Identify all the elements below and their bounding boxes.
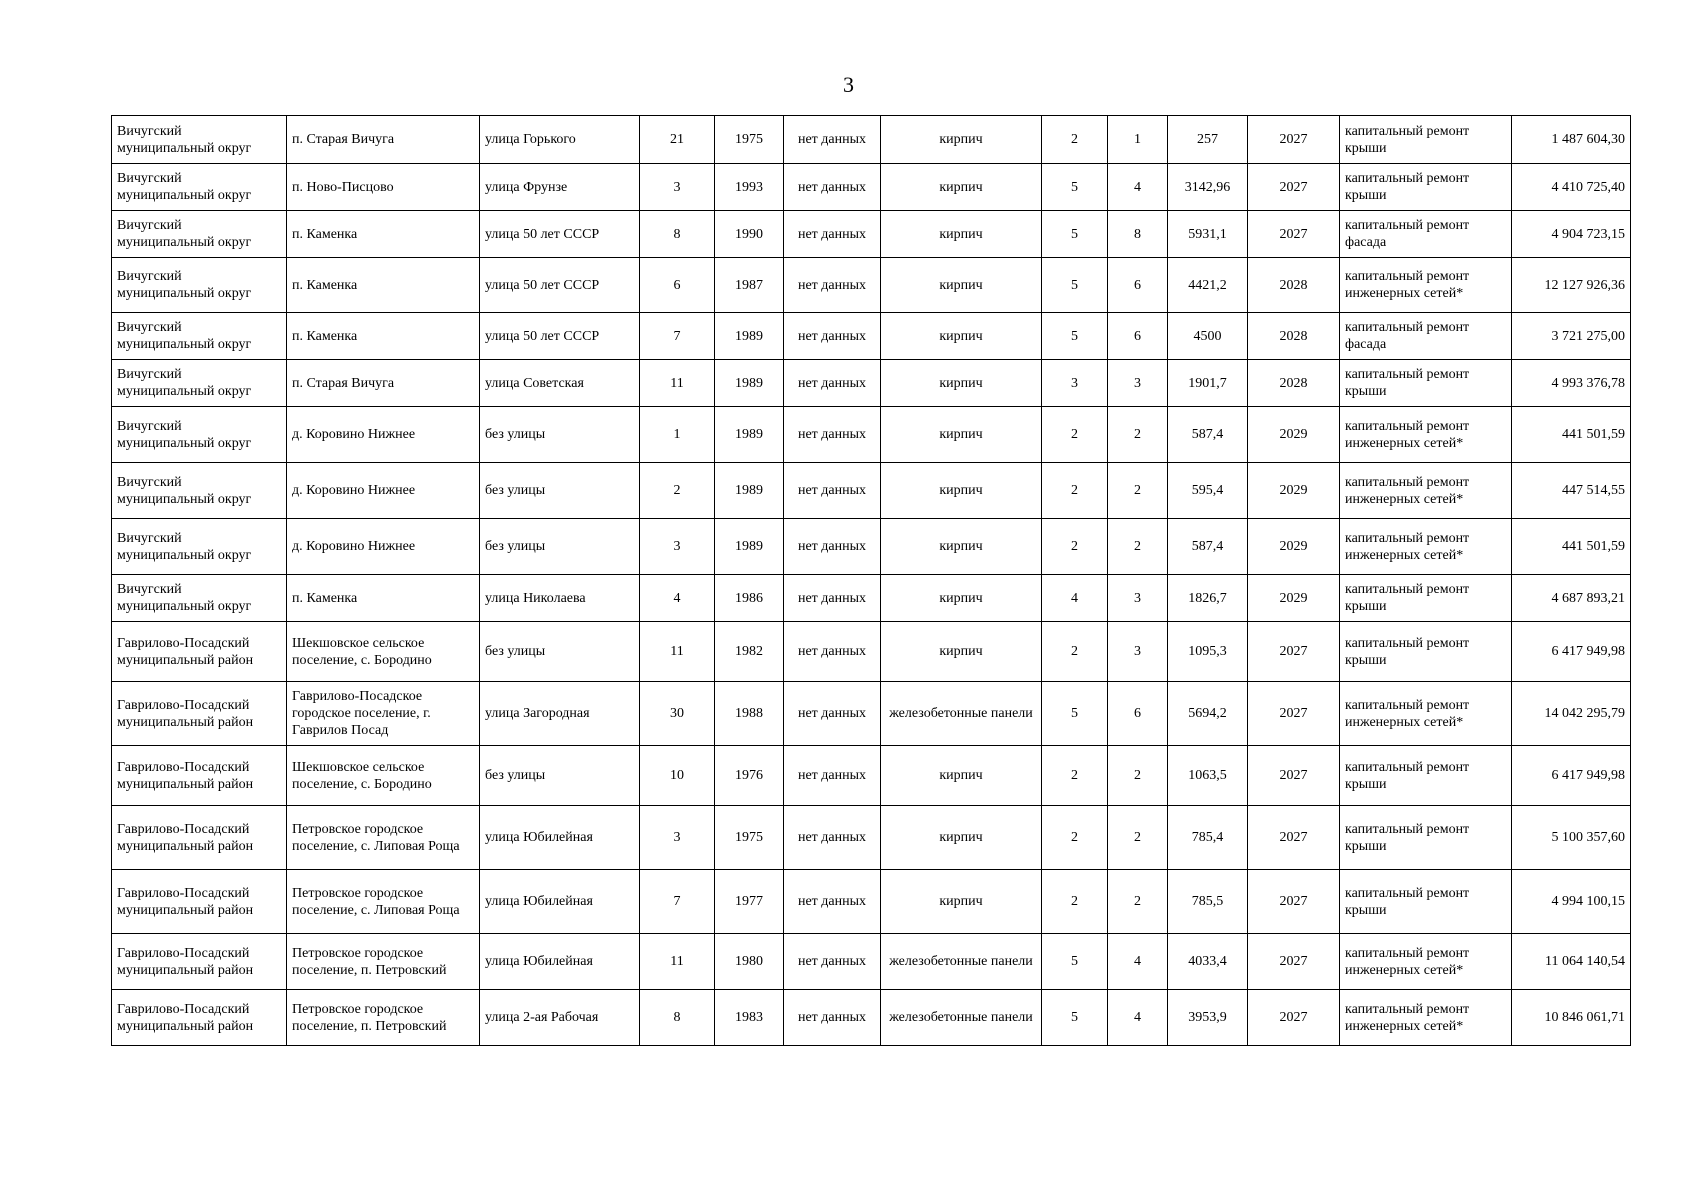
municipality-cell: Гаврилово-Посадский муниципальный район — [112, 806, 287, 870]
year-built-cell: 1989 — [715, 463, 784, 519]
floors-cell: 2 — [1042, 622, 1108, 682]
street-cell: улица 50 лет СССР — [480, 258, 640, 313]
wall-material-cell: кирпич — [881, 806, 1042, 870]
table-row — [112, 682, 1631, 746]
municipality-cell: Вичугский муниципальный округ — [112, 575, 287, 622]
floors-cell: 2 — [1042, 519, 1108, 575]
area-cell: 4500 — [1168, 313, 1248, 360]
municipality-cell: Вичугский муниципальный округ — [112, 407, 287, 463]
area-cell: 5694,2 — [1168, 682, 1248, 746]
entrances-cell: 3 — [1108, 360, 1168, 407]
settlement-cell: Шекшовское сельское поселение, с. Бородино — [287, 622, 480, 682]
work-type-cell: капитальный ремонт инженерных сетей* — [1340, 258, 1512, 313]
year-planned-cell: 2027 — [1248, 746, 1340, 806]
table-row — [112, 519, 1631, 575]
settlement-cell: Петровское городское поселение, с. Липовая Роща — [287, 806, 480, 870]
house-number-cell: 8 — [640, 990, 715, 1046]
floors-cell: 5 — [1042, 313, 1108, 360]
year-renovated-cell: нет данных — [784, 746, 881, 806]
wall-material-cell: кирпич — [881, 870, 1042, 934]
year-planned-cell: 2029 — [1248, 407, 1340, 463]
year-built-cell: 1988 — [715, 682, 784, 746]
year-built-cell: 1989 — [715, 519, 784, 575]
year-renovated-cell: нет данных — [784, 990, 881, 1046]
street-cell: без улицы — [480, 622, 640, 682]
entrances-cell: 3 — [1108, 622, 1168, 682]
area-cell: 587,4 — [1168, 407, 1248, 463]
street-cell: без улицы — [480, 746, 640, 806]
area-cell: 1826,7 — [1168, 575, 1248, 622]
settlement-cell: д. Коровино Нижнее — [287, 519, 480, 575]
work-type-cell: капитальный ремонт крыши — [1340, 360, 1512, 407]
year-planned-cell: 2027 — [1248, 622, 1340, 682]
street-cell: улица Советская — [480, 360, 640, 407]
floors-cell: 2 — [1042, 407, 1108, 463]
area-cell: 1063,5 — [1168, 746, 1248, 806]
municipality-cell: Гаврилово-Посадский муниципальный район — [112, 990, 287, 1046]
year-planned-cell: 2028 — [1248, 313, 1340, 360]
year-built-cell: 1990 — [715, 211, 784, 258]
work-type-cell: капитальный ремонт крыши — [1340, 870, 1512, 934]
floors-cell: 5 — [1042, 211, 1108, 258]
cost-cell: 4 993 376,78 — [1512, 360, 1631, 407]
wall-material-cell: кирпич — [881, 116, 1042, 164]
work-type-cell: капитальный ремонт крыши — [1340, 746, 1512, 806]
municipality-cell: Гаврилово-Посадский муниципальный район — [112, 746, 287, 806]
year-renovated-cell: нет данных — [784, 682, 881, 746]
table-row — [112, 313, 1631, 360]
cost-cell: 1 487 604,30 — [1512, 116, 1631, 164]
house-number-cell: 11 — [640, 934, 715, 990]
entrances-cell: 2 — [1108, 806, 1168, 870]
year-built-cell: 1989 — [715, 407, 784, 463]
area-cell: 595,4 — [1168, 463, 1248, 519]
wall-material-cell: кирпич — [881, 313, 1042, 360]
entrances-cell: 1 — [1108, 116, 1168, 164]
cost-cell: 6 417 949,98 — [1512, 622, 1631, 682]
cost-cell: 10 846 061,71 — [1512, 990, 1631, 1046]
wall-material-cell: кирпич — [881, 258, 1042, 313]
entrances-cell: 3 — [1108, 575, 1168, 622]
house-number-cell: 6 — [640, 258, 715, 313]
wall-material-cell: кирпич — [881, 622, 1042, 682]
work-type-cell: капитальный ремонт крыши — [1340, 575, 1512, 622]
street-cell: улица Юбилейная — [480, 806, 640, 870]
municipality-cell: Вичугский муниципальный округ — [112, 313, 287, 360]
house-number-cell: 7 — [640, 313, 715, 360]
year-renovated-cell: нет данных — [784, 407, 881, 463]
floors-cell: 5 — [1042, 990, 1108, 1046]
cost-cell: 14 042 295,79 — [1512, 682, 1631, 746]
table-row — [112, 870, 1631, 934]
work-type-cell: капитальный ремонт инженерных сетей* — [1340, 682, 1512, 746]
cost-cell: 6 417 949,98 — [1512, 746, 1631, 806]
house-number-cell: 10 — [640, 746, 715, 806]
year-planned-cell: 2027 — [1248, 682, 1340, 746]
house-number-cell: 3 — [640, 519, 715, 575]
floors-cell: 5 — [1042, 682, 1108, 746]
table-body — [112, 116, 1631, 1046]
year-planned-cell: 2027 — [1248, 806, 1340, 870]
house-number-cell: 7 — [640, 870, 715, 934]
wall-material-cell: кирпич — [881, 407, 1042, 463]
settlement-cell: п. Старая Вичуга — [287, 360, 480, 407]
settlement-cell: Петровское городское поселение, п. Петровский — [287, 934, 480, 990]
house-number-cell: 1 — [640, 407, 715, 463]
municipality-cell: Вичугский муниципальный округ — [112, 360, 287, 407]
street-cell: улица Горького — [480, 116, 640, 164]
year-planned-cell: 2029 — [1248, 575, 1340, 622]
year-built-cell: 1987 — [715, 258, 784, 313]
work-type-cell: капитальный ремонт крыши — [1340, 622, 1512, 682]
entrances-cell: 2 — [1108, 870, 1168, 934]
table-row — [112, 360, 1631, 407]
area-cell: 3953,9 — [1168, 990, 1248, 1046]
year-built-cell: 1989 — [715, 360, 784, 407]
year-renovated-cell: нет данных — [784, 313, 881, 360]
work-type-cell: капитальный ремонт инженерных сетей* — [1340, 934, 1512, 990]
year-planned-cell: 2027 — [1248, 211, 1340, 258]
area-cell: 587,4 — [1168, 519, 1248, 575]
house-number-cell: 11 — [640, 360, 715, 407]
cost-cell: 12 127 926,36 — [1512, 258, 1631, 313]
wall-material-cell: железобетонные панели — [881, 682, 1042, 746]
year-renovated-cell: нет данных — [784, 519, 881, 575]
work-type-cell: капитальный ремонт инженерных сетей* — [1340, 407, 1512, 463]
year-renovated-cell: нет данных — [784, 211, 881, 258]
municipality-cell: Вичугский муниципальный округ — [112, 258, 287, 313]
wall-material-cell: кирпич — [881, 519, 1042, 575]
table-row — [112, 211, 1631, 258]
year-built-cell: 1975 — [715, 806, 784, 870]
settlement-cell: п. Каменка — [287, 575, 480, 622]
year-renovated-cell: нет данных — [784, 463, 881, 519]
entrances-cell: 2 — [1108, 463, 1168, 519]
year-renovated-cell: нет данных — [784, 575, 881, 622]
settlement-cell: д. Коровино Нижнее — [287, 463, 480, 519]
work-type-cell: капитальный ремонт фасада — [1340, 313, 1512, 360]
wall-material-cell: кирпич — [881, 360, 1042, 407]
municipality-cell: Вичугский муниципальный округ — [112, 164, 287, 211]
area-cell: 3142,96 — [1168, 164, 1248, 211]
settlement-cell: д. Коровино Нижнее — [287, 407, 480, 463]
entrances-cell: 2 — [1108, 519, 1168, 575]
area-cell: 4421,2 — [1168, 258, 1248, 313]
wall-material-cell: кирпич — [881, 463, 1042, 519]
municipality-cell: Вичугский муниципальный округ — [112, 116, 287, 164]
street-cell: без улицы — [480, 463, 640, 519]
street-cell: улица Николаева — [480, 575, 640, 622]
floors-cell: 2 — [1042, 870, 1108, 934]
table-row — [112, 164, 1631, 211]
cost-cell: 3 721 275,00 — [1512, 313, 1631, 360]
table-row — [112, 407, 1631, 463]
wall-material-cell: железобетонные панели — [881, 934, 1042, 990]
entrances-cell: 2 — [1108, 407, 1168, 463]
table-row — [112, 990, 1631, 1046]
municipality-cell: Гаврилово-Посадский муниципальный район — [112, 934, 287, 990]
year-planned-cell: 2027 — [1248, 934, 1340, 990]
area-cell: 4033,4 — [1168, 934, 1248, 990]
year-renovated-cell: нет данных — [784, 164, 881, 211]
municipality-cell: Вичугский муниципальный округ — [112, 519, 287, 575]
floors-cell: 5 — [1042, 258, 1108, 313]
entrances-cell: 4 — [1108, 990, 1168, 1046]
municipality-cell: Вичугский муниципальный округ — [112, 211, 287, 258]
wall-material-cell: кирпич — [881, 575, 1042, 622]
area-cell: 785,5 — [1168, 870, 1248, 934]
year-built-cell: 1993 — [715, 164, 784, 211]
house-number-cell: 30 — [640, 682, 715, 746]
house-number-cell: 8 — [640, 211, 715, 258]
floors-cell: 3 — [1042, 360, 1108, 407]
year-planned-cell: 2028 — [1248, 258, 1340, 313]
year-renovated-cell: нет данных — [784, 360, 881, 407]
street-cell: улица 50 лет СССР — [480, 211, 640, 258]
year-built-cell: 1986 — [715, 575, 784, 622]
year-built-cell: 1982 — [715, 622, 784, 682]
year-renovated-cell: нет данных — [784, 870, 881, 934]
area-cell: 257 — [1168, 116, 1248, 164]
settlement-cell: п. Старая Вичуга — [287, 116, 480, 164]
cost-cell: 4 687 893,21 — [1512, 575, 1631, 622]
floors-cell: 5 — [1042, 164, 1108, 211]
table-row — [112, 575, 1631, 622]
street-cell: улица 50 лет СССР — [480, 313, 640, 360]
house-number-cell: 4 — [640, 575, 715, 622]
municipality-cell: Гаврилово-Посадский муниципальный район — [112, 870, 287, 934]
cost-cell: 4 904 723,15 — [1512, 211, 1631, 258]
work-type-cell: капитальный ремонт крыши — [1340, 806, 1512, 870]
street-cell: улица Юбилейная — [480, 934, 640, 990]
settlement-cell: п. Каменка — [287, 258, 480, 313]
year-planned-cell: 2028 — [1248, 360, 1340, 407]
entrances-cell: 6 — [1108, 682, 1168, 746]
year-built-cell: 1976 — [715, 746, 784, 806]
year-built-cell: 1975 — [715, 116, 784, 164]
house-number-cell: 3 — [640, 806, 715, 870]
cost-cell: 4 410 725,40 — [1512, 164, 1631, 211]
settlement-cell: п. Ново-Писцово — [287, 164, 480, 211]
cost-cell: 5 100 357,60 — [1512, 806, 1631, 870]
street-cell: улица Фрунзе — [480, 164, 640, 211]
work-type-cell: капитальный ремонт крыши — [1340, 164, 1512, 211]
table-row — [112, 622, 1631, 682]
work-type-cell: капитальный ремонт фасада — [1340, 211, 1512, 258]
year-renovated-cell: нет данных — [784, 116, 881, 164]
year-built-cell: 1977 — [715, 870, 784, 934]
year-planned-cell: 2027 — [1248, 116, 1340, 164]
table-row — [112, 258, 1631, 313]
settlement-cell: Шекшовское сельское поселение, с. Бородино — [287, 746, 480, 806]
floors-cell: 2 — [1042, 746, 1108, 806]
area-cell: 1901,7 — [1168, 360, 1248, 407]
floors-cell: 2 — [1042, 463, 1108, 519]
page-number: 3 — [843, 72, 854, 97]
street-cell: улица Загородная — [480, 682, 640, 746]
year-built-cell: 1989 — [715, 313, 784, 360]
year-planned-cell: 2027 — [1248, 990, 1340, 1046]
work-type-cell: капитальный ремонт инженерных сетей* — [1340, 990, 1512, 1046]
settlement-cell: Петровское городское поселение, п. Петровский — [287, 990, 480, 1046]
house-number-cell: 2 — [640, 463, 715, 519]
area-cell: 5931,1 — [1168, 211, 1248, 258]
housing-registry-table — [111, 115, 1631, 1046]
work-type-cell: капитальный ремонт инженерных сетей* — [1340, 519, 1512, 575]
municipality-cell: Гаврилово-Посадский муниципальный район — [112, 682, 287, 746]
entrances-cell: 4 — [1108, 934, 1168, 990]
year-planned-cell: 2027 — [1248, 164, 1340, 211]
cost-cell: 447 514,55 — [1512, 463, 1631, 519]
entrances-cell: 8 — [1108, 211, 1168, 258]
floors-cell: 5 — [1042, 934, 1108, 990]
table-row — [112, 746, 1631, 806]
settlement-cell: п. Каменка — [287, 313, 480, 360]
cost-cell: 441 501,59 — [1512, 407, 1631, 463]
street-cell: улица 2-ая Рабочая — [480, 990, 640, 1046]
settlement-cell: Петровское городское поселение, с. Липовая Роща — [287, 870, 480, 934]
floors-cell: 4 — [1042, 575, 1108, 622]
year-renovated-cell: нет данных — [784, 622, 881, 682]
settlement-cell: п. Каменка — [287, 211, 480, 258]
year-built-cell: 1980 — [715, 934, 784, 990]
house-number-cell: 21 — [640, 116, 715, 164]
table-row — [112, 463, 1631, 519]
entrances-cell: 2 — [1108, 746, 1168, 806]
cost-cell: 441 501,59 — [1512, 519, 1631, 575]
year-built-cell: 1983 — [715, 990, 784, 1046]
work-type-cell: капитальный ремонт инженерных сетей* — [1340, 463, 1512, 519]
cost-cell: 11 064 140,54 — [1512, 934, 1631, 990]
street-cell: без улицы — [480, 519, 640, 575]
year-renovated-cell: нет данных — [784, 934, 881, 990]
entrances-cell: 6 — [1108, 258, 1168, 313]
area-cell: 1095,3 — [1168, 622, 1248, 682]
entrances-cell: 6 — [1108, 313, 1168, 360]
wall-material-cell: кирпич — [881, 746, 1042, 806]
floors-cell: 2 — [1042, 116, 1108, 164]
settlement-cell: Гаврилово-Посадское городское поселение, г. Гаврилов Посад — [287, 682, 480, 746]
municipality-cell: Вичугский муниципальный округ — [112, 463, 287, 519]
wall-material-cell: железобетонные панели — [881, 990, 1042, 1046]
table-row — [112, 934, 1631, 990]
house-number-cell: 3 — [640, 164, 715, 211]
year-renovated-cell: нет данных — [784, 258, 881, 313]
floors-cell: 2 — [1042, 806, 1108, 870]
street-cell: улица Юбилейная — [480, 870, 640, 934]
house-number-cell: 11 — [640, 622, 715, 682]
table-row — [112, 806, 1631, 870]
year-renovated-cell: нет данных — [784, 806, 881, 870]
wall-material-cell: кирпич — [881, 211, 1042, 258]
municipality-cell: Гаврилово-Посадский муниципальный район — [112, 622, 287, 682]
table-row — [112, 116, 1631, 164]
wall-material-cell: кирпич — [881, 164, 1042, 211]
year-planned-cell: 2029 — [1248, 519, 1340, 575]
work-type-cell: капитальный ремонт крыши — [1340, 116, 1512, 164]
entrances-cell: 4 — [1108, 164, 1168, 211]
cost-cell: 4 994 100,15 — [1512, 870, 1631, 934]
year-planned-cell: 2027 — [1248, 870, 1340, 934]
area-cell: 785,4 — [1168, 806, 1248, 870]
street-cell: без улицы — [480, 407, 640, 463]
year-planned-cell: 2029 — [1248, 463, 1340, 519]
